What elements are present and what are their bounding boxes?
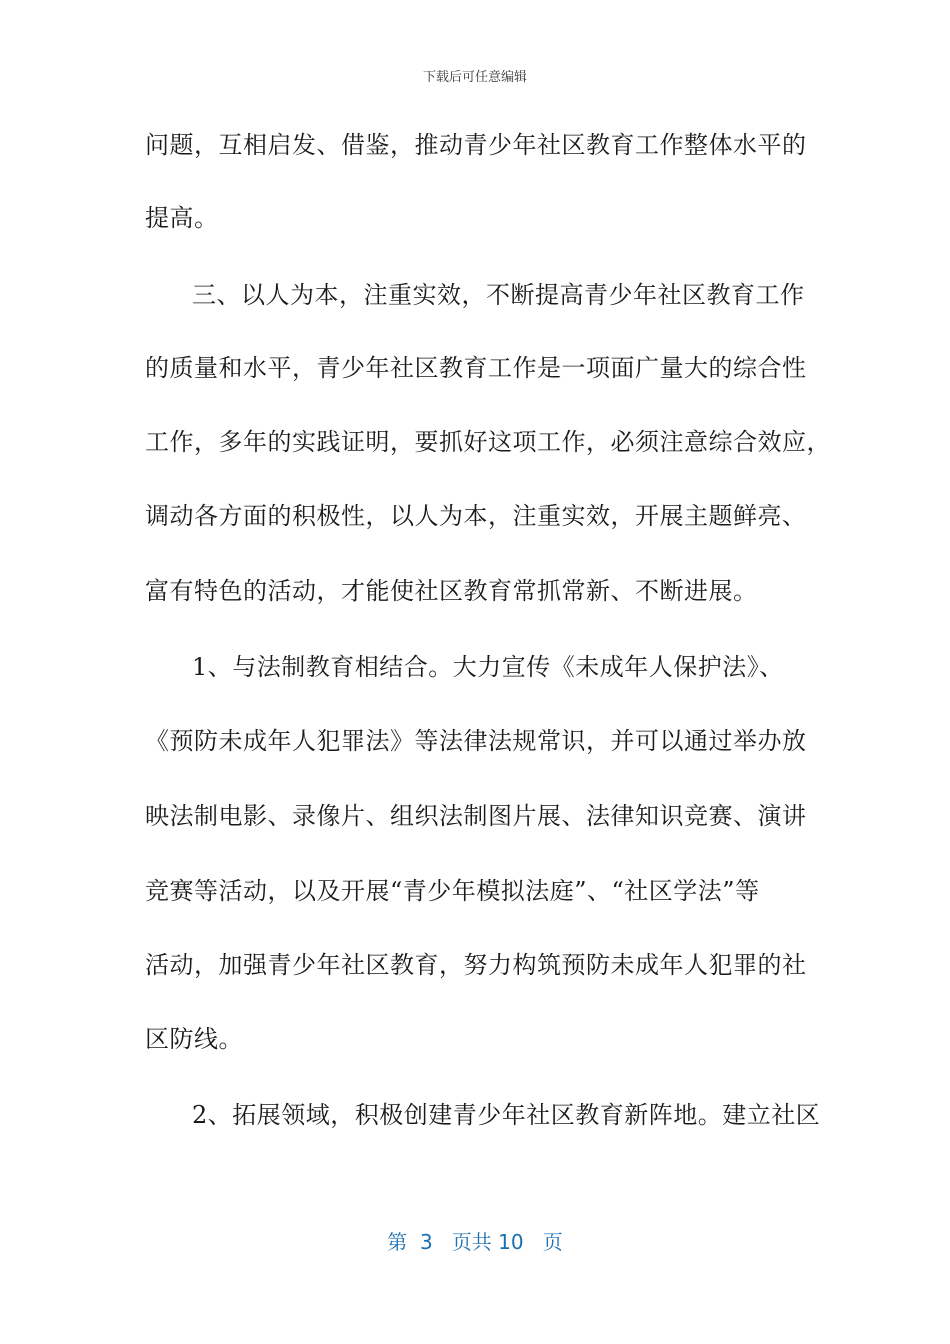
footer-middle: 页共	[451, 1230, 492, 1254]
body-line-6: 调动各方面的积极性，以人为本，注重实效，开展主题鲜亮、	[145, 502, 807, 530]
footer-current-page: 3	[420, 1230, 433, 1254]
body-line-4: 的质量和水平，青少年社区教育工作是一项面广量大的综合性	[145, 354, 807, 382]
body-line-10: 映法制电影、录像片、组织法制图片展、法律知识竞赛、演讲	[145, 802, 807, 830]
body-line-3: 三、以人为本，注重实效，不断提高青少年社区教育工作	[192, 281, 805, 309]
footer-suffix: 页	[542, 1230, 563, 1254]
body-line-5: 工作，多年的实践证明，要抓好这项工作，必须注意综合效应，	[145, 428, 831, 456]
footer-prefix: 第	[387, 1230, 408, 1254]
footer-total-pages: 10	[498, 1230, 524, 1254]
page-footer	[0, 1226, 950, 1255]
body-line-9: 《预防未成年人犯罪法》等法律法规常识，并可以通过举办放	[145, 727, 807, 755]
body-line-7: 富有特色的活动，才能使社区教育常抓常新、不断进展。	[145, 577, 758, 605]
page-header: 下载后可任意编辑	[422, 70, 527, 85]
body-line-14: 2、拓展领域，积极创建青少年社区教育新阵地。建立社区	[192, 1101, 821, 1129]
body-line-8: 1、与法制教育相结合。大力宣传《未成年人保护法》、	[192, 653, 784, 681]
body-line-1: 问题，互相启发、借鉴，推动青少年社区教育工作整体水平的	[145, 131, 807, 159]
body-line-12: 活动，加强青少年社区教育，努力构筑预防未成年人犯罪的社	[145, 951, 807, 979]
body-line-13: 区防线。	[145, 1025, 243, 1053]
body-line-2: 提高。	[145, 204, 219, 232]
body-line-11: 竞赛等活动，以及开展“青少年模拟法庭”、“社区学法”等	[145, 877, 760, 905]
